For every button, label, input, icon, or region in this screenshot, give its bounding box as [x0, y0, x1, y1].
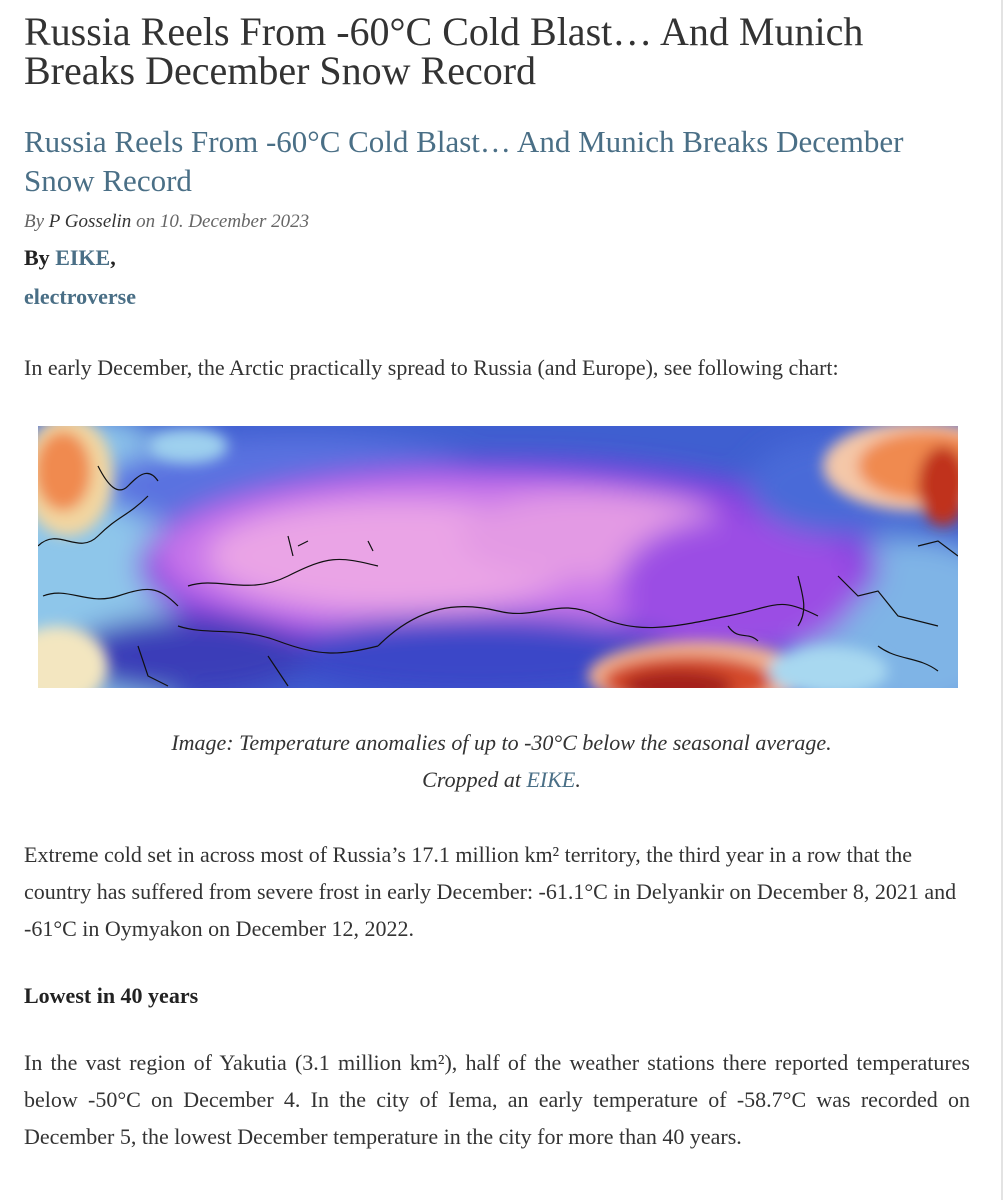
- credit-comma: ,: [110, 245, 116, 270]
- byline: [24, 209, 309, 235]
- page-title: Russia Reels From -60°C Cold Blast… And Munich Breaks December Snow Record: [24, 9, 864, 93]
- byline-author[interactable]: P Gosselin: [48, 211, 132, 232]
- subheading-lowest-40-years: Lowest in 40 years: [24, 983, 199, 1008]
- caption-cropped-text: Cropped at: [422, 767, 521, 792]
- credit-by: By: [24, 245, 50, 270]
- byline-on: on: [136, 211, 156, 232]
- paragraph-extreme-cold: Extreme cold set in across most of Russia’s 17.1 million km² territory, the third year in a row that the country has suffered from severe frost in early December: -61.1°C in Delyankir on December 8, 2021 and -61°C in Oymyakon on December 12, 2022.: [24, 842, 957, 941]
- figure-caption: [24, 724, 979, 798]
- caption-main-text: Image: Temperature anomalies of up to -30°C below the seasonal average.: [171, 730, 832, 755]
- anomaly-map-graphic: [38, 426, 958, 688]
- post-title[interactable]: [24, 122, 964, 200]
- credit-source-electroverse-link[interactable]: electroverse: [24, 284, 136, 309]
- byline-date: 10. December 2023: [159, 211, 310, 232]
- credit-source-line: [24, 283, 136, 311]
- caption-end: .: [575, 767, 581, 792]
- credit-source-eike-link[interactable]: EIKE: [55, 245, 111, 270]
- intro-paragraph: In early December, the Arctic practically spread to Russia (and Europe), see following chart:: [24, 355, 839, 380]
- paragraph-yakutia: In the vast region of Yakutia (3.1 million km²), half of the weather stations there reported temperatures below -50°C on December 4. In the city of Iema, an early temperature of -58.7°C was recorded on December 5, the lowest December temperature in the city for more than 40 years.: [24, 1050, 970, 1149]
- temperature-anomaly-map: [38, 426, 958, 688]
- byline-by: By: [24, 211, 45, 232]
- caption-eike-link[interactable]: EIKE: [526, 767, 576, 792]
- post-title-link[interactable]: Russia Reels From -60°C Cold Blast… And Munich Breaks December Snow Record: [24, 124, 904, 198]
- credit-line: [24, 244, 116, 272]
